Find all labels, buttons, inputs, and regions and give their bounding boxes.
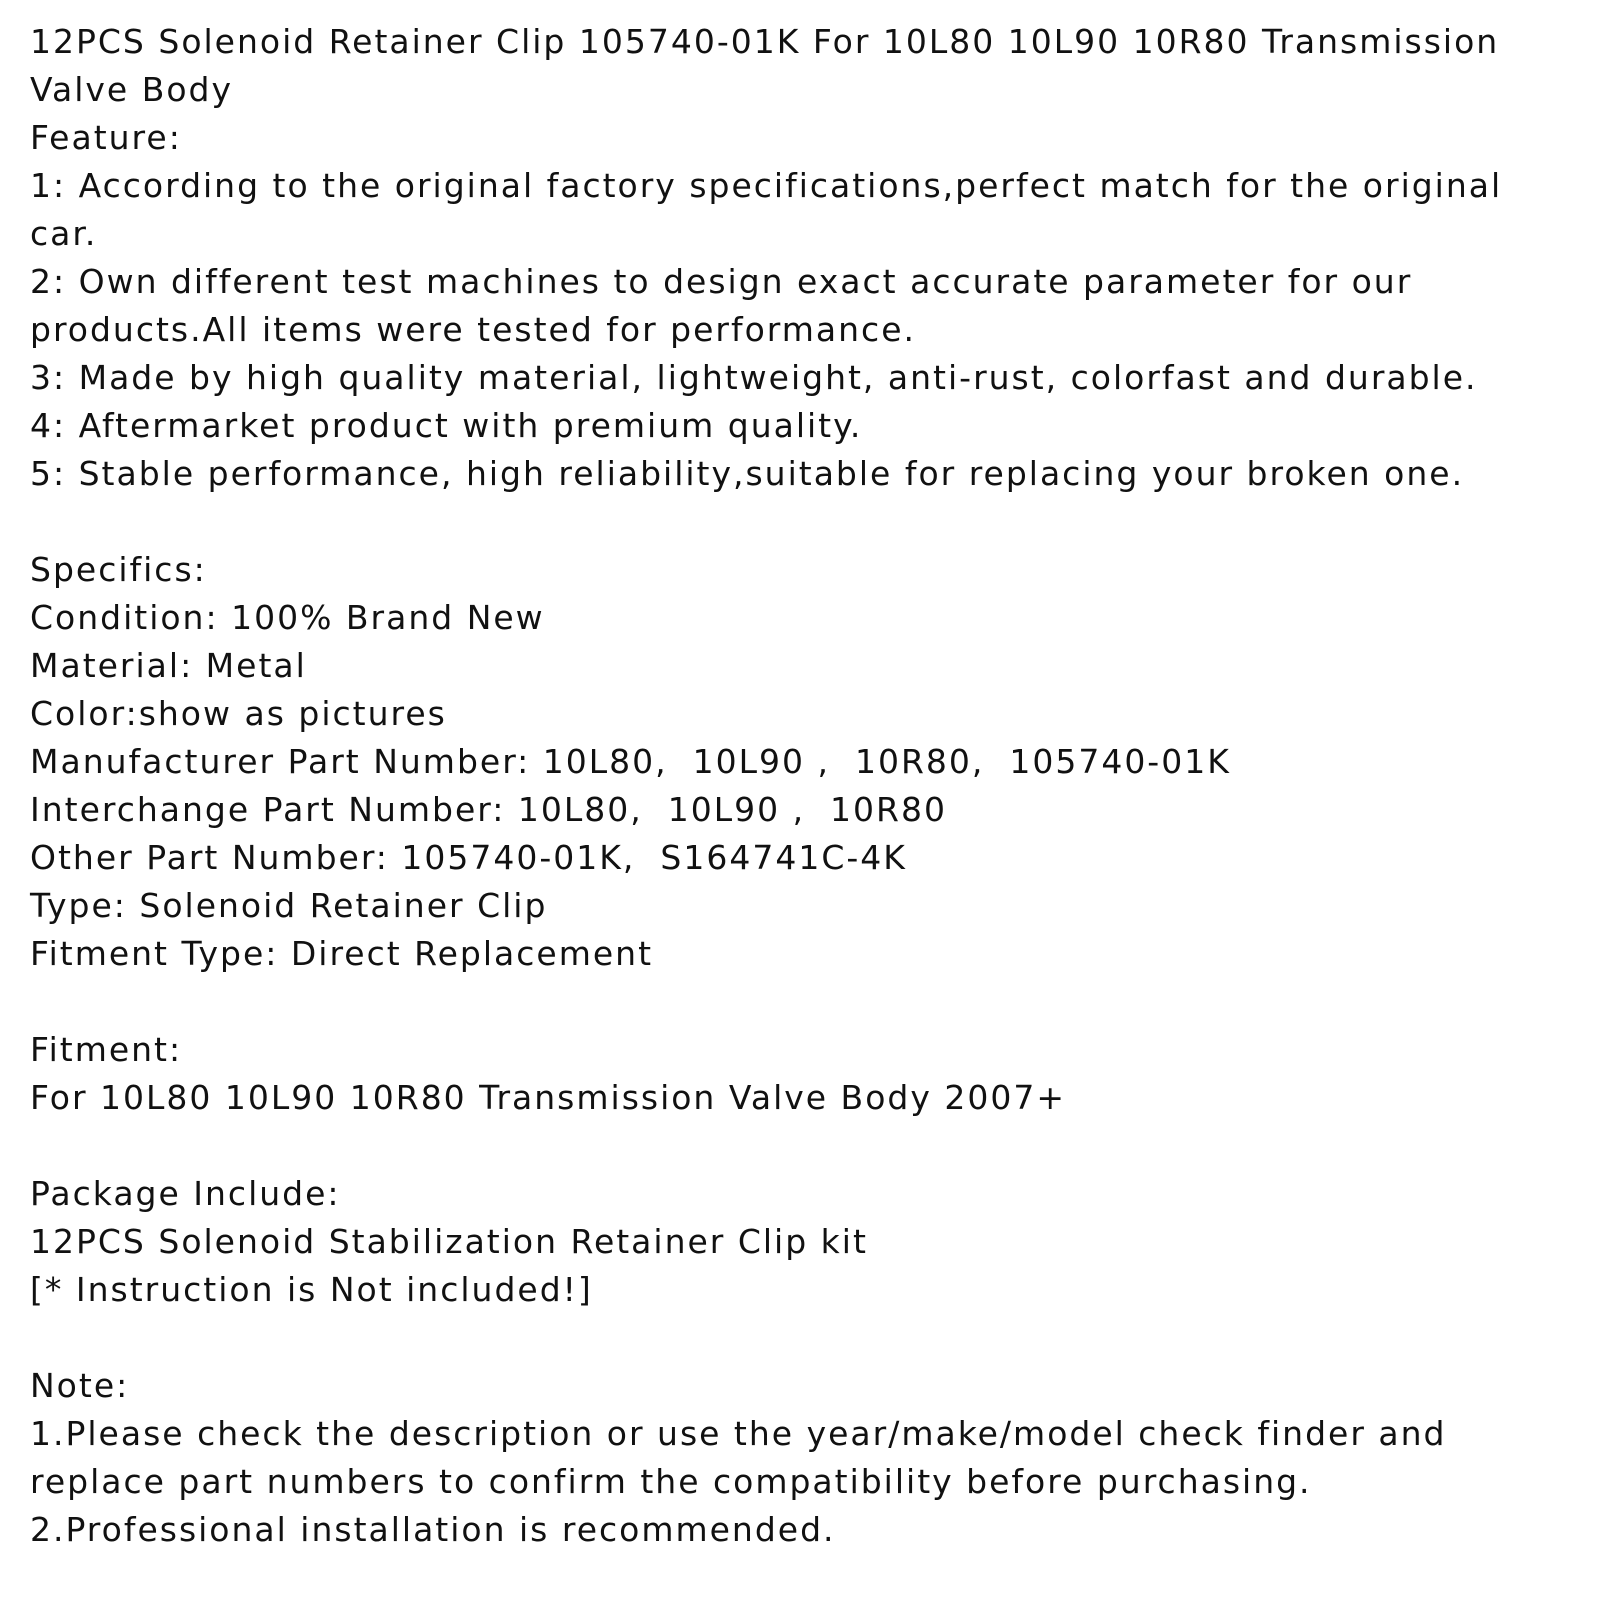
note-item: 2.Professional installation is recommended. [30, 1510, 836, 1549]
spacer [30, 978, 1580, 1026]
package-heading: Package Include: [30, 1174, 341, 1213]
specifics-item: Condition: 100% Brand New [30, 598, 545, 637]
specifics-section [30, 546, 1580, 978]
note-item: 1.Please check the description or use the year/make/model check finder and replace part numbers to confirm the compatibility before purchasing. [30, 1414, 1459, 1501]
specifics-item: Other Part Number: 105740-01K, S164741C-4K [30, 838, 907, 877]
specifics-item: Interchange Part Number: 10L80, 10L90 , 10R80 [30, 790, 947, 829]
feature-item: 5: Stable performance, high reliability,suitable for replacing your broken one. [30, 454, 1465, 493]
feature-item: 1: According to the original factory specifications,perfect match for the original car. [30, 166, 1515, 253]
feature-heading: Feature: [30, 118, 182, 157]
fitment-item: For 10L80 10L90 10R80 Transmission Valve Body 2007+ [30, 1078, 1066, 1117]
fitment-section [30, 1026, 1580, 1122]
specifics-item: Material: Metal [30, 646, 307, 685]
package-item: [* Instruction is Not included!] [30, 1270, 593, 1309]
package-section [30, 1170, 1580, 1314]
spacer [30, 1314, 1580, 1362]
package-item: 12PCS Solenoid Stabilization Retainer Clip kit [30, 1222, 868, 1261]
specifics-item: Color:show as pictures [30, 694, 447, 733]
note-section [30, 1362, 1580, 1554]
specifics-item: Fitment Type: Direct Replacement [30, 934, 654, 973]
note-heading: Note: [30, 1366, 130, 1405]
specifics-heading: Specifics: [30, 550, 207, 589]
feature-item: 3: Made by high quality material, lightweight, anti-rust, colorfast and durable. [30, 358, 1478, 397]
feature-item: 2: Own different test machines to design exact accurate parameter for our products.All items were tested for performance. [30, 262, 1425, 349]
spacer [30, 498, 1580, 546]
spacer [30, 1122, 1580, 1170]
fitment-heading: Fitment: [30, 1030, 183, 1069]
feature-item: 4: Aftermarket product with premium quality. [30, 406, 863, 445]
specifics-item: Type: Solenoid Retainer Clip [30, 886, 548, 925]
specifics-item: Manufacturer Part Number: 10L80, 10L90 , 10R80, 105740-01K [30, 742, 1231, 781]
product-title: 12PCS Solenoid Retainer Clip 105740-01K For 10L80 10L90 10R80 Transmission Valve Body [30, 22, 1512, 109]
feature-section [30, 114, 1580, 498]
